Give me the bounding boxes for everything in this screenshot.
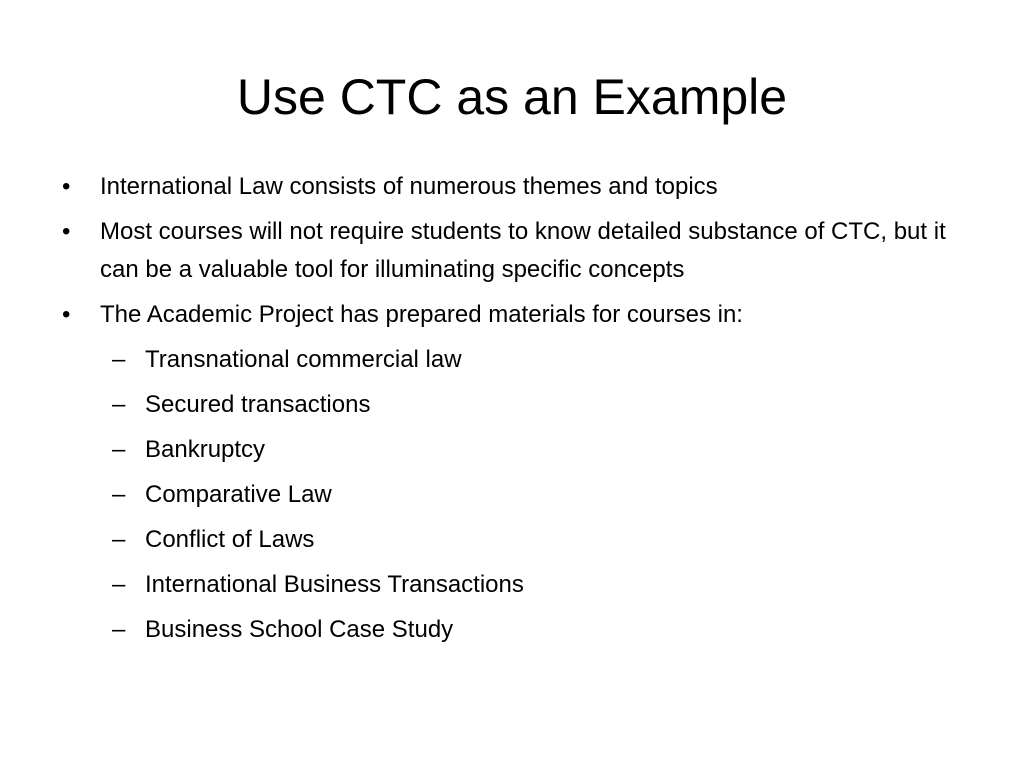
sub-bullet-text: Secured transactions [145, 391, 371, 418]
sub-bullet-item [56, 566, 956, 604]
sub-bullet-text: International Business Transactions [145, 571, 524, 598]
sub-bullet-item [56, 341, 956, 379]
sub-bullet-marker: – [112, 526, 126, 553]
sub-bullet-marker: – [112, 481, 126, 508]
slide-title: Use CTC as an Example [236, 69, 788, 125]
sub-bullet-text: Comparative Law [145, 481, 332, 508]
sub-bullet-item [56, 521, 956, 559]
sub-bullet-marker: – [112, 391, 126, 418]
bullet-marker: • [62, 301, 71, 328]
sub-bullet-marker: – [112, 436, 126, 463]
bullet-text: The Academic Project has prepared materials for courses in: [100, 301, 743, 328]
slide-body [56, 168, 956, 656]
sub-bullet-text: Bankruptcy [145, 436, 266, 463]
sub-bullet-item [56, 476, 956, 514]
sub-bullet-marker: – [112, 571, 126, 598]
sub-bullet-item [56, 386, 956, 424]
bullet-item [56, 168, 956, 206]
bullet-item [56, 213, 956, 289]
bullet-text: Most courses will not require students to know detailed substance of CTC, but it can be a valuable tool for illuminating specific concepts [100, 218, 946, 283]
bullet-marker: • [62, 173, 71, 200]
sub-bullet-item [56, 431, 956, 469]
bullet-marker: • [62, 218, 71, 245]
sub-bullet-item [56, 611, 956, 649]
sub-bullet-marker: – [112, 346, 126, 373]
bullet-text: International Law consists of numerous themes and topics [100, 173, 718, 200]
sub-bullet-text: Transnational commercial law [145, 346, 462, 373]
sub-bullet-text: Business School Case Study [145, 616, 454, 643]
bullet-item [56, 296, 956, 334]
sub-bullet-text: Conflict of Laws [145, 526, 315, 553]
sub-bullet-marker: – [112, 616, 126, 643]
